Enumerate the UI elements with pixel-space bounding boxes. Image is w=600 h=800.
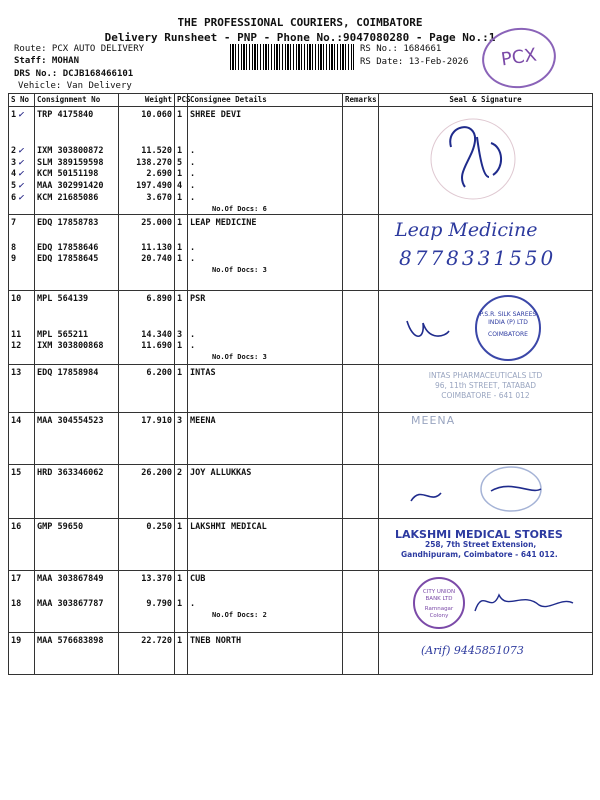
remarks-cell <box>343 570 379 632</box>
consignee-cell: MEENA <box>188 412 343 464</box>
remarks-cell <box>343 518 379 570</box>
weight-cell: 6.890 14.340 11.690 <box>119 290 175 364</box>
col-consignee: Consignee Details <box>188 94 343 107</box>
col-consignment: Consignment No <box>35 94 119 107</box>
signature-cell <box>379 290 593 364</box>
sno-cell: 15 <box>9 464 35 518</box>
sno-cell: 19 <box>9 632 35 674</box>
remarks-cell <box>343 107 379 215</box>
handwritten-note: (Arif) 9445851073 <box>421 643 524 657</box>
remarks-cell <box>343 412 379 464</box>
table-row <box>9 214 593 290</box>
company-name: THE PROFESSIONAL COURIERS, COIMBATORE <box>177 16 423 29</box>
remarks-cell <box>343 364 379 412</box>
weight-cell: 26.200 <box>119 464 175 518</box>
table-row <box>9 632 593 674</box>
pcs-cell: 1 1 5 1 4 1 <box>175 107 188 215</box>
barcode <box>230 44 354 70</box>
signature-cell <box>379 412 593 464</box>
psr-stamp: P.S.R. SILK SAREES INDIA (P) LTD COIMBATORE <box>475 295 541 361</box>
weight-cell: 10.060 11.520 138.270 2.690 197.490 3.670 <box>119 107 175 215</box>
table-row <box>9 464 593 518</box>
signature-cell <box>379 214 593 290</box>
rs-date: RS Date: 13-Feb-2026 <box>360 57 469 67</box>
lakshmi-stamp-city: Gandhipuram, Coimbatore - 641 012. <box>401 550 558 560</box>
remarks-cell <box>343 464 379 518</box>
pcs-cell: 1 <box>175 364 188 412</box>
signature-cell <box>379 364 593 412</box>
sno-cell: 7 8 9 <box>9 214 35 290</box>
docs-count: No.Of Docs: 3 <box>212 266 267 275</box>
staff-label: Staff: MOHAN <box>14 56 80 66</box>
sno-cell: 17 18 <box>9 570 35 632</box>
sno-cell: 1 ✓ 2 ✓ 3 ✓ 4 ✓ 5 ✓ 6 ✓ <box>9 107 35 215</box>
weight-cell: 6.200 <box>119 364 175 412</box>
table-row <box>9 518 593 570</box>
drs-number: DRS No.: DCJB168466101 <box>14 69 134 79</box>
consignment-cell: EDQ 17858984 <box>35 364 119 412</box>
handwritten-name: Leap Medicine <box>395 218 538 241</box>
table-row <box>9 412 593 464</box>
consignee-cell: SHREE DEVI . . . . . No.Of Docs: 6 <box>188 107 343 215</box>
lakshmi-stamp-address: 258, 7th Street Extension, <box>425 540 537 550</box>
table-header <box>9 94 593 107</box>
consignee-cell: JOY ALLUKKAS <box>188 464 343 518</box>
runsheet-subtitle: Delivery Runsheet - PNP - Phone No.:9047080280 - Page No.:1 <box>104 31 496 44</box>
table-row <box>9 570 593 632</box>
consignee-cell: LAKSHMI MEDICAL <box>188 518 343 570</box>
col-signature: Seal & Signature <box>379 94 593 107</box>
pcs-cell: 1 1 <box>175 570 188 632</box>
signature-cell <box>379 518 593 570</box>
weight-cell: 17.910 <box>119 412 175 464</box>
consignment-cell: EDQ 17858783 EDQ 17858646 EDQ 17858645 <box>35 214 119 290</box>
consignment-cell: MPL 564139 MPL 565211 IXM 303800868 <box>35 290 119 364</box>
signature-cell <box>379 464 593 518</box>
signature-cell <box>379 632 593 674</box>
signature-cell <box>379 570 593 632</box>
consignee-cell: INTAS <box>188 364 343 412</box>
docs-count: No.Of Docs: 3 <box>212 353 267 362</box>
intas-stamp: INTAS PHARMACEUTICALS LTD 96, 11th STREET, TATABAD COIMBATORE - 641 012 <box>428 370 543 400</box>
pcs-cell: 3 <box>175 412 188 464</box>
consignee-cell: LEAP MEDICINE . . No.Of Docs: 3 <box>188 214 343 290</box>
meena-stamp: MEENA <box>411 413 456 427</box>
weight-cell: 0.250 <box>119 518 175 570</box>
remarks-cell <box>343 214 379 290</box>
weight-cell: 25.000 11.130 20.740 <box>119 214 175 290</box>
pcx-stamp: PCX <box>478 23 560 93</box>
consignment-cell: MAA 576683898 <box>35 632 119 674</box>
pcs-cell: 2 <box>175 464 188 518</box>
vehicle-label: Vehicle: Van Delivery <box>18 81 132 91</box>
route-label: Route: PCX AUTO DELIVERY <box>14 44 145 54</box>
signature-cub-image <box>469 581 579 621</box>
consignment-cell: MAA 303867849 MAA 303867787 <box>35 570 119 632</box>
remarks-cell <box>343 290 379 364</box>
sno-cell: 10 11 12 <box>9 290 35 364</box>
pcs-cell: 1 <box>175 632 188 674</box>
col-sno: S No <box>9 94 35 107</box>
pcs-cell: 1 <box>175 518 188 570</box>
sno-cell: 14 <box>9 412 35 464</box>
table-row <box>9 107 593 215</box>
rs-number: RS No.: 1684661 <box>360 44 442 54</box>
lakshmi-stamp-name: LAKSHMI MEDICAL STORES <box>395 527 563 541</box>
handwritten-phone: 8778331550 <box>399 245 557 270</box>
signature-1-image <box>381 107 581 203</box>
signature-psr-image <box>399 311 479 351</box>
consignment-cell: GMP 59650 <box>35 518 119 570</box>
consignee-cell: TNEB NORTH <box>188 632 343 674</box>
col-remarks: Remarks <box>343 94 379 107</box>
docs-count: No.Of Docs: 2 <box>212 611 267 620</box>
weight-cell: 13.370 9.790 <box>119 570 175 632</box>
pcs-cell: 1 3 1 <box>175 290 188 364</box>
consignee-cell: CUB . No.Of Docs: 2 <box>188 570 343 632</box>
docs-count: No.Of Docs: 6 <box>212 204 267 213</box>
cub-stamp: CITY UNION BANK LTD Ramnagar Colony <box>413 577 465 629</box>
table-row <box>9 290 593 364</box>
signature-joy-image <box>381 465 581 513</box>
sno-cell: 13 <box>9 364 35 412</box>
runsheet-table <box>8 93 593 675</box>
pcs-cell: 1 1 1 <box>175 214 188 290</box>
consignment-cell: MAA 304554523 <box>35 412 119 464</box>
consignment-cell: HRD 363346062 <box>35 464 119 518</box>
consignment-cell: TRP 4175840 IXM 303800872 SLM 389159598 KCM 50151198 MAA 302991420 KCM 21685086 <box>35 107 119 215</box>
remarks-cell <box>343 632 379 674</box>
col-pcs: PCS <box>175 94 188 107</box>
sno-cell: 16 <box>9 518 35 570</box>
signature-cell <box>379 107 593 215</box>
weight-cell: 22.720 <box>119 632 175 674</box>
col-weight: Weight <box>119 94 175 107</box>
table-row <box>9 364 593 412</box>
consignee-cell: PSR . . No.Of Docs: 3 <box>188 290 343 364</box>
